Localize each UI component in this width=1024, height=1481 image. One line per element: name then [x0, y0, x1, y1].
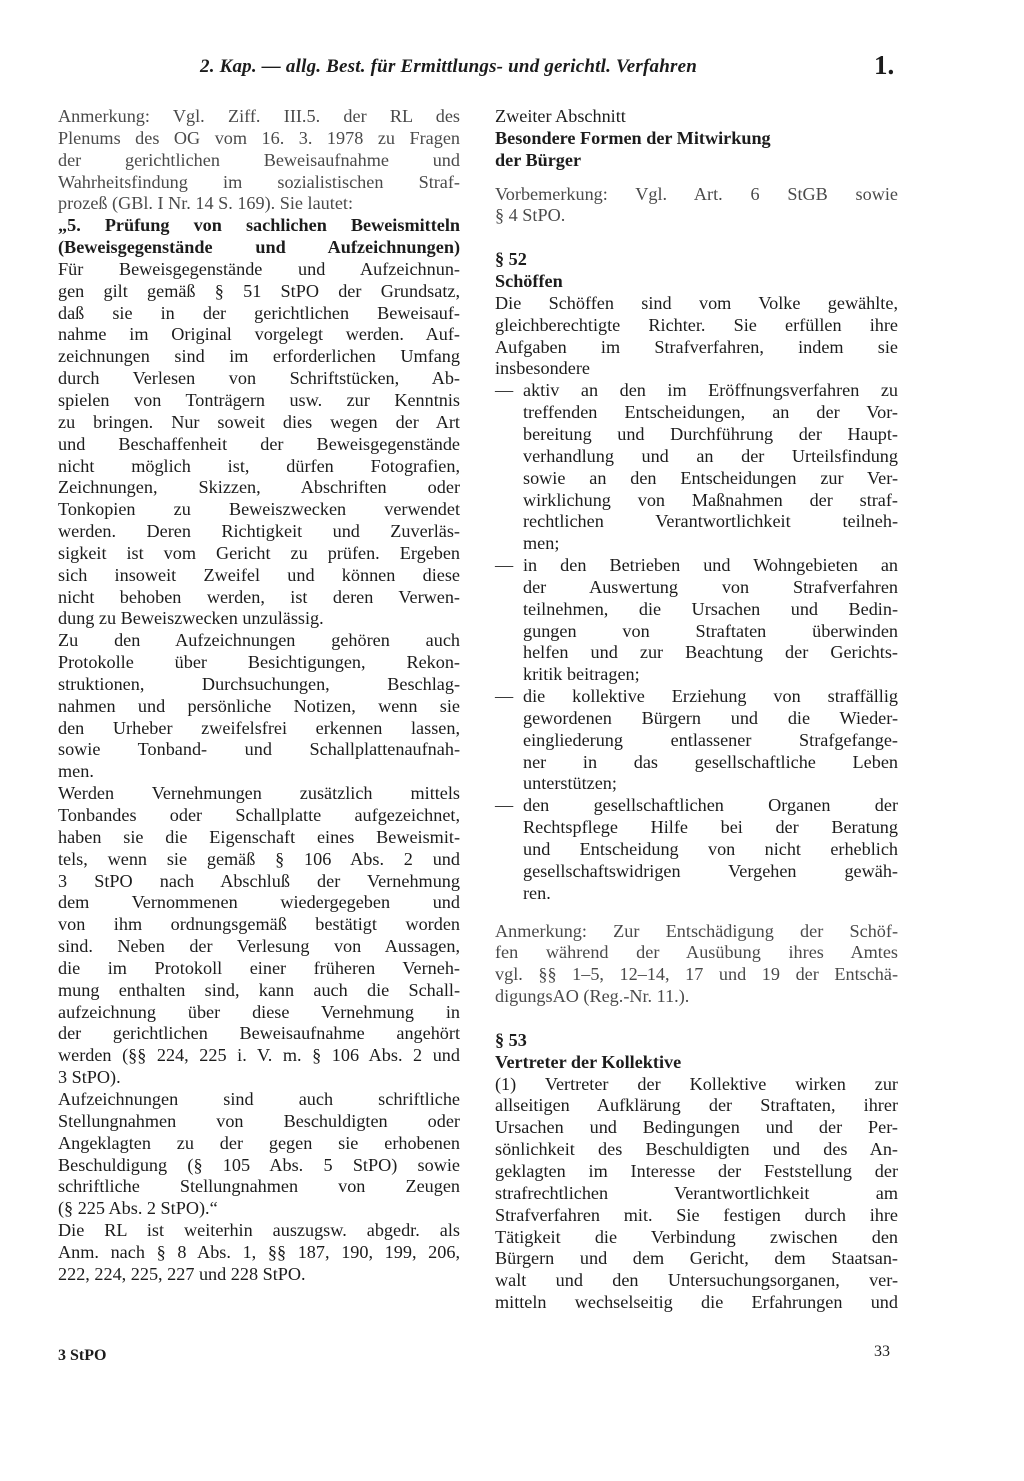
text-line: 3 StPO). — [58, 1067, 121, 1088]
text-line: haben sie die Eigenschaft eines Beweismit- — [58, 826, 460, 847]
text-line: § 4 StPO. — [495, 205, 566, 226]
section-53-number: § 53 — [495, 1029, 527, 1050]
text-line: die kollektive Erziehung von straffällig — [523, 686, 898, 707]
section-title — [495, 128, 898, 172]
text-line: der Auswertung von Strafverfahren — [523, 576, 898, 597]
quote-paragraph-1 — [58, 259, 460, 630]
text-line: sich insoweit Zweifel und können diese — [58, 564, 460, 585]
running-header: 2. Kap. — allg. Best. für Ermittlungs- und gerichtl. Verfahren — [200, 56, 697, 77]
text-line: verhandlung und an der Urteilsfindung — [523, 445, 898, 466]
text-line: Werden Vernehmungen zusätzlich mittels — [58, 783, 460, 804]
list-item — [495, 686, 898, 795]
text-line: Tonkopien zu Beweiszwecken verwendet — [58, 499, 460, 520]
text-line: gungen von Straftaten überwinden — [523, 620, 898, 641]
text-line: dung zu Beweiszwecken unzulässig. — [58, 608, 324, 629]
dash-marker: — — [495, 795, 514, 816]
text-line: und Entscheidung von nicht erheblich — [523, 839, 898, 859]
text-line: bereitung und Durchführung der Haupt- — [523, 423, 898, 444]
text-line: Ursachen und Bedingungen und der Per- — [495, 1117, 898, 1138]
text-line: Beschuldigung (§ 105 Abs. 5 StPO) sowie — [58, 1154, 460, 1175]
text-line: vgl. §§ 1–5, 12–14, 17 und 19 der Entschä- — [495, 964, 898, 985]
text-line: Für Beweisgegenstände und Aufzeichnun- — [58, 258, 460, 279]
quote-paragraph-4 — [58, 1089, 460, 1220]
prenote — [495, 184, 898, 228]
text-line: Plenums des OG vom 16. 3. 1978 zu Fragen — [58, 127, 460, 148]
text-line: allseitigen Aufklärung der Straftaten, ihrer — [495, 1095, 898, 1116]
list-item — [495, 380, 898, 555]
text-line: insbesondere — [495, 358, 590, 379]
text-line: 222, 224, 225, 227 und 228 StPO. — [58, 1263, 306, 1284]
text-line: mung enthalten sind, kann auch die Schall- — [58, 979, 460, 1000]
text-line: sönlichkeit des Beschuldigten und des An- — [495, 1139, 898, 1160]
page-number: 33 — [874, 1343, 890, 1360]
text-line: die im Protokoll einer früheren Verneh- — [58, 957, 460, 978]
text-line: strafrechtlichen Verantwortlichkeit am — [495, 1182, 898, 1203]
text-line: prozeß (GBl. I Nr. 14 S. 169). Sie lautet: — [58, 193, 353, 214]
text-line: nahmen und persönliche Notizen, wenn sie — [58, 695, 460, 716]
text-line: der gerichtlichen Beweisaufnahme angehört — [58, 1023, 460, 1044]
text-line: tels, wenn sie gemäß § 106 Abs. 2 und — [58, 848, 460, 869]
text-line: den gesellschaftlichen Organen der — [523, 795, 898, 816]
text-line: in den Betrieben und Wohngebieten an — [523, 555, 898, 576]
dash-marker: — — [495, 555, 514, 576]
quote-paragraph-2 — [58, 630, 460, 783]
dash-marker: — — [495, 686, 514, 707]
text-line: den Urheber zweifelsfrei erkennen lassen, — [58, 717, 460, 738]
text-line: Stellungnahmen von Beschuldigten oder — [58, 1110, 460, 1131]
text-line: Anm. nach § 8 Abs. 1, §§ 187, 190, 199, 206, — [58, 1241, 460, 1262]
text-line: ner in das gesellschaftliche Leben — [523, 751, 898, 772]
text-line: unterstützen; — [523, 773, 617, 794]
text-line: aktiv an den im Eröffnungsverfahren zu — [523, 380, 898, 401]
text-line: Die RL ist weiterhin auszugsw. abgedr. als — [58, 1220, 460, 1241]
section-52-number: § 52 — [495, 249, 527, 270]
text-line: struktionen, Durchsuchungen, Beschlag- — [58, 673, 460, 694]
text-line: Die Schöffen sind vom Volke gewählte, — [495, 292, 898, 313]
text-line: kritik beitragen; — [523, 664, 640, 685]
text-line: sowie an den Entscheidungen zur Ver- — [523, 467, 898, 488]
section-53-paragraph-1 — [495, 1074, 898, 1314]
text-line: Aufzeichnungen sind auch schriftliche — [58, 1088, 460, 1109]
text-line: (§ 225 Abs. 2 StPO).“ — [58, 1198, 218, 1219]
text-line: Vorbemerkung: Vgl. Art. 6 StGB sowie — [495, 183, 898, 204]
text-line: gleichberechtigte Richter. Sie erfüllen ihre — [495, 314, 898, 335]
text-line: gewordenen Bürgern und die Wieder- — [523, 707, 898, 728]
text-line: ren. — [523, 882, 551, 903]
text-line: Wahrheitsfindung im sozialistischen Straf- — [58, 171, 460, 192]
text-line: gesellschaftswidrigen Vergehen gewäh- — [523, 860, 898, 881]
text-line: Anmerkung: Zur Entschädigung der Schöf- — [495, 920, 898, 941]
quote-paragraph-3 — [58, 783, 460, 1089]
text-line: nicht möglich ist, dürfen Fotografien, — [58, 455, 460, 476]
left-column — [58, 106, 460, 1286]
text-line: wirklichung von Maßnahmen der straf- — [523, 489, 898, 510]
text-line: zu bringen. Nur soweit dies wegen der Art — [58, 411, 460, 432]
text-line: gen gilt gemäß § 51 StPO der Grundsatz, — [58, 280, 460, 301]
text-line: schriftliche Stellungnahmen von Zeugen — [58, 1176, 460, 1197]
text-line: mitteln wechselseitig die Erfahrungen und — [495, 1292, 898, 1313]
text-line: Protokolle über Besichtigungen, Rekon- — [58, 652, 460, 673]
section-label: Zweiter Abschnitt — [495, 106, 626, 126]
text-line: Tätigkeit die Verbindung zwischen den — [495, 1226, 898, 1247]
text-line: „5. Prüfung von sachlichen Beweismitteln — [58, 215, 460, 236]
text-line: Angeklagten zu der gegen sie erhobenen — [58, 1132, 460, 1153]
text-line: eingliederung entlassener Strafgefange- — [523, 729, 898, 750]
section-52-intro — [495, 293, 898, 380]
left-note — [58, 106, 460, 215]
chapter-number: 1. — [874, 50, 895, 80]
text-line: daß sie in der gerichtlichen Beweisauf- — [58, 302, 460, 323]
text-line: dem Vernommenen wiedergegeben und — [58, 892, 460, 913]
text-line: sigkeit ist vom Gericht zu prüfen. Ergeben — [58, 542, 460, 563]
quote-heading — [58, 215, 460, 259]
section-52-title: Schöffen — [495, 271, 563, 292]
list-item — [495, 795, 898, 904]
text-line: (1) Vertreter der Kollektive wirken zur — [495, 1073, 898, 1094]
text-line: helfen und zur Beachtung der Gerichts- — [523, 642, 898, 663]
text-line: Rechtspflege Hilfe bei der Beratung — [523, 817, 898, 838]
text-line: teilnehmen, die Ursachen und Bedin- — [523, 598, 898, 619]
text-line: Strafverfahren mit. Sie festigen durch ihre — [495, 1204, 898, 1225]
text-line: nicht behoben werden, ist deren Verwen- — [58, 586, 460, 607]
text-line: men. — [58, 761, 94, 782]
text-line: und Beschaffenheit der Beweisgegenstände — [58, 433, 460, 454]
right-column — [495, 106, 898, 1314]
text-line: der gerichtlichen Beweisaufnahme und — [58, 149, 460, 170]
text-line: Zu den Aufzeichnungen gehören auch — [58, 630, 460, 651]
text-line: digungsAO (Reg.-Nr. 11.). — [495, 986, 690, 1007]
text-line: nahme im Original vorgelegt werden. Auf- — [58, 324, 460, 345]
text-line: durch Verlesen von Schriftstücken, Ab- — [58, 368, 460, 389]
text-line: Aufgaben im Strafverfahren, indem sie — [495, 336, 898, 357]
text-line: zeichnungen sind im erforderlichen Umfang — [58, 346, 460, 367]
text-line: rechtlichen Verantwortlichkeit teilneh- — [523, 511, 898, 532]
list-item — [495, 555, 898, 686]
text-line: aufzeichnung über diese Vernehmung in — [58, 1001, 460, 1022]
section-52-note — [495, 921, 898, 1008]
text-line: der Bürger — [495, 149, 582, 170]
text-line: Besondere Formen der Mitwirkung — [495, 127, 771, 148]
text-line: sowie Tonband- und Schallplattenaufnah- — [58, 739, 460, 760]
text-line: von ihm ordnungsgemäß bestätigt worden — [58, 914, 460, 935]
closing-note — [58, 1220, 460, 1286]
text-line: sind. Neben der Verlesung von Aussagen, — [58, 936, 460, 957]
text-line: (Beweisgegenstände und Aufzeichnungen) — [58, 237, 460, 258]
section-53-title: Vertreter der Kollektive — [495, 1051, 682, 1072]
text-line: spielen von Tonträgern usw. zur Kenntnis — [58, 389, 460, 410]
text-line: werden. Deren Richtigkeit und Zuverläs- — [58, 521, 460, 542]
text-line: 3 StPO nach Abschluß der Vernehmung — [58, 870, 460, 891]
text-line: treffenden Entscheidungen, an der Vor- — [523, 402, 898, 423]
text-line: walt und den Untersuchungsorganen, ver- — [495, 1270, 898, 1291]
text-line: Tonbandes oder Schallplatte aufgezeichnet, — [58, 805, 460, 825]
text-line: werden (§§ 224, 225 i. V. m. § 106 Abs. 2 und — [58, 1045, 460, 1066]
dash-marker: — — [495, 380, 514, 401]
text-line: Anmerkung: Vgl. Ziff. III.5. der RL des — [58, 106, 460, 126]
text-line: Bürgern und dem Gericht, dem Staatsan- — [495, 1248, 898, 1269]
text-line: geklagten im Interesse der Feststellung der — [495, 1160, 898, 1181]
footer-signature: 3 StPO — [58, 1347, 107, 1364]
text-line: fen während der Ausübung ihres Amtes — [495, 942, 898, 963]
text-line: men; — [523, 533, 560, 554]
text-line: Zeichnungen, Skizzen, Abschriften oder — [58, 477, 460, 498]
